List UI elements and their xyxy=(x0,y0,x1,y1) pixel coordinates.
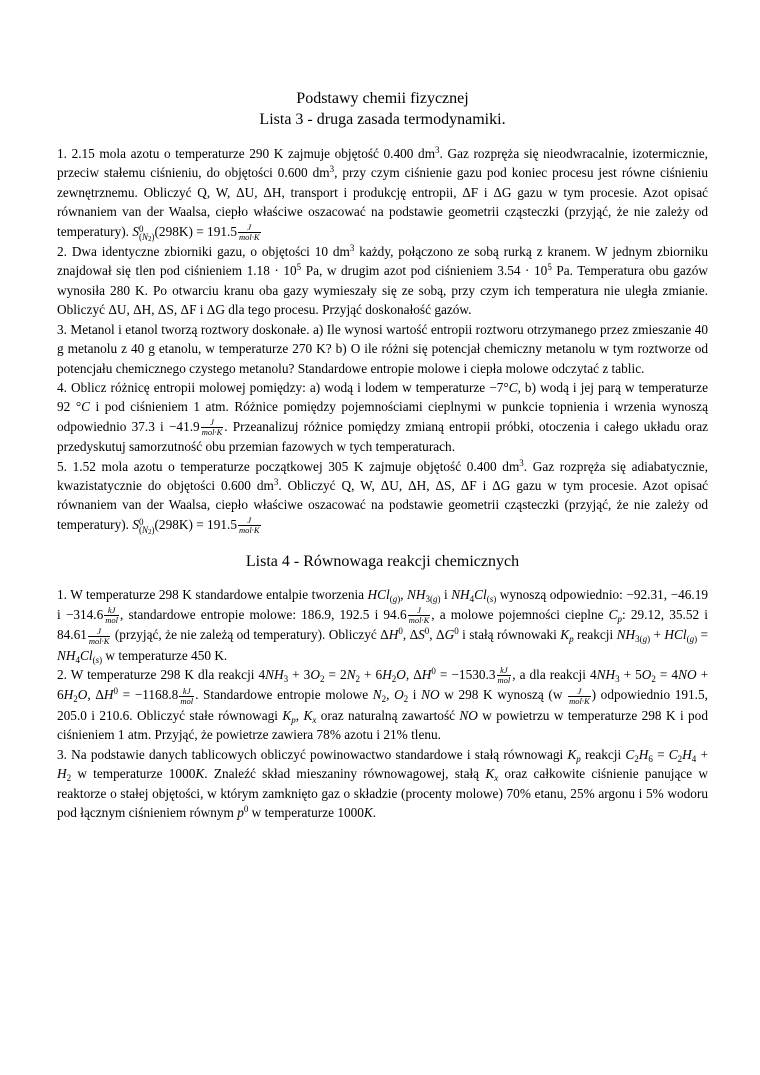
course-title: Podstawy chemii fizycznej xyxy=(296,90,469,107)
document-page xyxy=(57,88,708,822)
list3-problem-5: 5. 1.52 mola azotu o temperaturze początkowej 305 K zajmuje objętość 0.400 $dm^3$. Gaz rozpręża się adiabatycznie, kwazistatycznie do objętości 0.600 $dm^3$. Obliczyć Q, W, ΔU, ΔH, ΔS, ΔF i ΔG gazu w tym procesie. Azot opisać równaniem van der Waalsa, ciepło właściwe oszacować na podstawie geometrii cząsteczki (przyjąć, że nie zależy od temperatury). S 0 $(N_2)$ (298K) = 191.5 $\frac{J}{\text{mol·K}}$ xyxy=(57,457,708,536)
list3-problem-3: 3. Metanol i etanol tworzą roztwory doskonałe. a) Ile wynosi wartość entropii roztworu otrzymanego przez zmieszanie 40 g metanolu z 40 g etanolu, w temperaturze 270 K? b) O ile różni się potencjał chemiczny metanolu w tym roztworze od potencjału chemicznego czystego metanolu? Standardowe entropie molowe i ciepła molowe odczytać z tablic. xyxy=(57,321,708,376)
list4-problem-2: 2. W temperaturze 298 K dla reakcji $4NH_3 + 3O_2 = 2N_2 + 6H_2O$, $\Delta H^0 = -1530.3$ $\frac{kJ}{\text{mol}}$ , a dla reakcji $4NH_3 + 5O_2 = 4NO + 6H_2O$, $\Delta H^0 = -1168.8$ $\frac{kJ}{\text{mol}}$ . Standardowe entropie molowe $N_2$, $O_2$ i NO w 298 K wynoszą (w $\frac{J}{\text{mol·K}}$ ) odpowiednio 191.5, 205.0 i 210.6. Obliczyć stałe równowagi $K_p$, $K_x$ oraz naturalną zawartość NO w powietrzu w temperaturze 298 K i pod ciśnieniem 1 atm. Przyjąć, że powietrze zawiera 78% azotu i 21% tlenu. xyxy=(57,665,709,743)
list3-problem-2: 2. Dwa identyczne zbiorniki gazu, o objętości 10 $dm^3$ każdy, połączono ze sobą rurką z kranem. W jednym zbiorniku znajdował się tlen pod ciśnieniem $1.18 \cdot 10^5$ Pa, w drugim azot pod ciśnieniem $3.54 \cdot 10^5$ Pa. Temperatura obu gazów wynosiła 280 K. Po otwarciu kranu oba gazy wymieszały się ze sobą, przy czym ich temperatura nie uległa zmianie. Obliczyć ΔU, ΔH, ΔS, ΔF i ΔG dla tego procesu. Przyjąć doskonałość gazów. xyxy=(57,243,708,318)
list4-problem-1: 1. W temperaturze 298 K standardowe entalpie tworzenia HCl$_{(g)}$, $NH_{3(g)}$ i $NH_4Cl_{(s)}$ wynoszą odpowiednio: −92.31, −46.19 i −314.6 $\frac{kJ}{\text{mol}}$ , standardowe entropie molowe: 186.9, 192.5 i 94.6 $\frac{J}{\text{mol·K}}$ , a molowe pojemności cieplne $C_p$: 29.12, 35.52 i 84.61 $\frac{J}{\text{mol·K}}$ (przyjąć, że nie zależą od temperatury). Obliczyć $\Delta H^0$, $\Delta S^0$, $\Delta G^0$ i stałą równowaki $K_p$ reakcji $NH_{3(g)} + HCl_{(g)} = NH_4Cl_{(s)}$ w temperaturze 450 K. xyxy=(57,587,709,665)
list4-title: Lista 4 - Równowaga reakcji chemicznych xyxy=(245,553,520,571)
list3-title: Lista 3 - druga zasada termodynamiki. xyxy=(259,111,506,128)
document-title xyxy=(57,88,708,130)
list3-problem-1: 1. 2.15 mola azotu o temperaturze 290 K zajmuje objętość 0.400 $dm^3$. Gaz rozpręża się nieodwracalnie, izotermicznie, przeciw stałemu ciśnieniu, do objętości 0.600 $dm^3$, przy czym ciśnienie gazu pod koniec procesu jest równe ciśnieniu zewnętrznemu. Obliczyć Q, W, ΔU, ΔH, transport i produkcję entropii, ΔF i ΔG gazu w tym procesie. Azot opisać równaniem van der Waalsa, ciepło właściwe oszacować na podstawie geometrii cząsteczki (przyjąć, że nie zależy od temperatury). S 0 $(N_2)$ (298K) = 191.5 $\frac{J}{\text{mol·K}}$ xyxy=(57,145,708,243)
list3-problem-4: 4. Oblicz różnicę entropii molowej pomiędzy: a) wodą i lodem w temperaturze −7°C, b) wodą i jej parą w temperaturze 92 °C i pod ciśnieniem 1 atm. Różnice pomiędzy pojemnościami cieplnymi w punkcie topnienia i wrzenia wynoszą odpowiednio 37.3 i −41.9 $\frac{J}{\text{mol·K}}$ . Przeanalizuj różnice pomiędzy zmianą entropii próbki, otoczenia i całego układu oraz przedyskutuj samorzutność obu przemian fazowych w tych temperaturach. xyxy=(57,379,708,455)
list4-problem-3: 3. Na podstawie danych tablicowych obliczyć powinowactwo standardowe i stałą równowagi $K_p$ reakcji $C_2H_6 = C_2H_4 + H_2$ w temperaturze 1000K. Znaleźć skład mieszaniny równowagowej, stałą $K_x$ oraz całkowite ciśnienie panujące w reaktorze o stałej objętości, w którym zamknięto gaz o składzie (procenty molowe) 70% etanu, 25% argonu i 5% wodoru pod łącznym ciśnieniem równym $p^0$ w temperaturze 1000K. xyxy=(57,746,708,820)
